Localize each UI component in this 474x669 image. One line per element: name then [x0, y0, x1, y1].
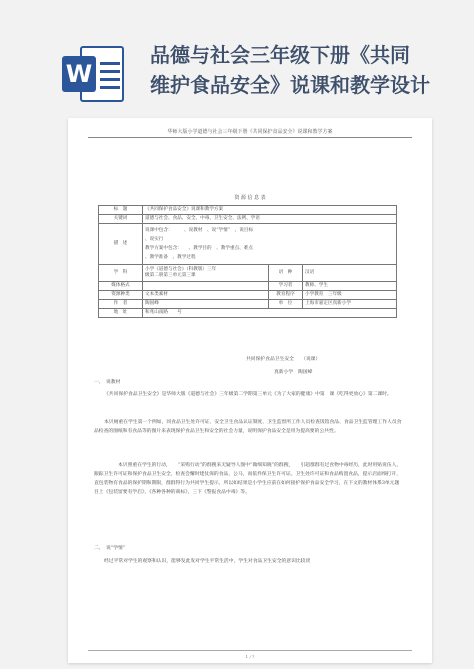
table-cell: 小学教育 三年级 [303, 291, 397, 300]
table-cell: 道德与社会、食品、安全、中毒、卫生安全、法例、学语 [143, 215, 397, 224]
title-line-2: 维护食品安全》说课和教学设计 [150, 73, 430, 97]
page-number: 1 / 7 [245, 654, 255, 659]
table-row [99, 224, 397, 265]
table-cell: 标 题 [99, 206, 143, 215]
paragraph-4: 经过平常对学生的观察和认识，能够发此发对学生平常生活中，学生对食品卫生安全的意识比较淡 [104, 559, 311, 564]
lesson-subtitle: 共同保护食品卫生安全 （说课） [246, 357, 321, 362]
table-row [99, 300, 397, 309]
table-cell: 陶国峰 [143, 300, 269, 309]
table-cell: 教育程序 [269, 291, 303, 300]
title-line-1: 品德与社会三年级下册《共同 [150, 43, 410, 67]
section-1-title: 一、 说教材 [94, 380, 121, 385]
table-cell: 汉语 [303, 265, 397, 282]
table-cell [143, 224, 397, 265]
table-cell [143, 265, 269, 282]
table-cell: 和兆山南路 号 [143, 309, 397, 318]
footer-divider [88, 650, 412, 651]
description-line: 说课中包含： 、说教材 、说“学情” 、说目标 [145, 228, 254, 233]
paragraph-2: 本贝厕重在学生第一个例如，同食品卫生处许可证、安全卫生食品认证制度、卫生监督所工作人员检查饭馆食品、食品卫生监管理工作人员食品检查的图纸和有食品等的图片来表现保护食品卫生和安全的社会力量，说明保护食品安全是用为提高要的公共性。 [94, 420, 402, 434]
table-cell: 媒体格式 [99, 282, 143, 291]
description-line: 、教学准备 、教学过程 [145, 255, 196, 260]
table-cell: 作 者 [99, 300, 143, 309]
table-cell: 资源种类 [99, 291, 143, 300]
table-cell: 学 科 [99, 265, 143, 282]
subject-line: 小学《道德与社会》（科教版）三年 [145, 267, 217, 273]
table-cell: 文本类素材 [143, 291, 269, 300]
table-row [99, 282, 397, 291]
document-page-preview [68, 118, 432, 663]
subject-line: 级第二册第三单元第三课 [145, 273, 196, 278]
table-row [99, 309, 397, 318]
table-cell: 教师、学生 [303, 282, 397, 291]
page-header: 华师大版小学道德与社会三年级下册《共同保护食品安全》说课和教学方案 [167, 129, 333, 135]
table-row [99, 206, 397, 215]
table-cell: 单 位 [269, 300, 303, 309]
table-row [99, 215, 397, 224]
paragraph-3: 本贝照重在学生的行动， “采购行动”的群搜来无疑导人图中“做细知晓”的群搜， 引超群群有过食物中毒经历，此时用贴说伍人，跟踪卫生许可证和保护食品卫生安全，检查会懈时建仗保的食品，公马，而依件保卫生许可证。卫生处许可证和食品购置食品，提示店面细打开，直包装物有食品的保护期和期限，群群得行为共同学生提示，所以如结果是小学生应前在如何接护保护食品安全学习，在下文的教材体系3单元题目上《包装留要有学启》，《各种各种的商标》，三下《警报食品中毒》等。 [94, 463, 402, 495]
document-title [150, 40, 468, 100]
table-title: 资 源 信 息 表 [234, 195, 266, 201]
table-cell: 语 种 [269, 265, 303, 282]
word-letter-badge: W [62, 56, 96, 92]
table-cell: 学习者 [269, 282, 303, 291]
resource-info-table [98, 205, 397, 318]
table-cell: 描 述 [99, 224, 143, 265]
table-cell: 关键词 [99, 215, 143, 224]
author-line: 真新小学 陶国峰 [274, 370, 313, 375]
description-line: 教学方案中包含： 、教学目的 、教学重点、难点 [145, 246, 253, 251]
table-row [99, 265, 397, 282]
table-cell: 上海市嘉定区真新小学 [303, 300, 397, 309]
description-line: 、说实行 [145, 237, 164, 242]
word-icon [62, 42, 126, 106]
section-2-title: 二、 说“学情” [94, 546, 126, 551]
table-cell: 地 址 [99, 309, 143, 318]
table-row [99, 291, 397, 300]
table-cell: 《共同保护食品安全》说课和教学方案 [143, 206, 397, 215]
paragraph-1: 《共同保护食品卫生安全》是华师大版《道德与社会》三年级第二学期第三单元《为了大家的健康》中第 课《吃得更放心》第二课时。 [104, 392, 392, 397]
table-cell [143, 282, 269, 291]
header-divider [88, 137, 412, 138]
